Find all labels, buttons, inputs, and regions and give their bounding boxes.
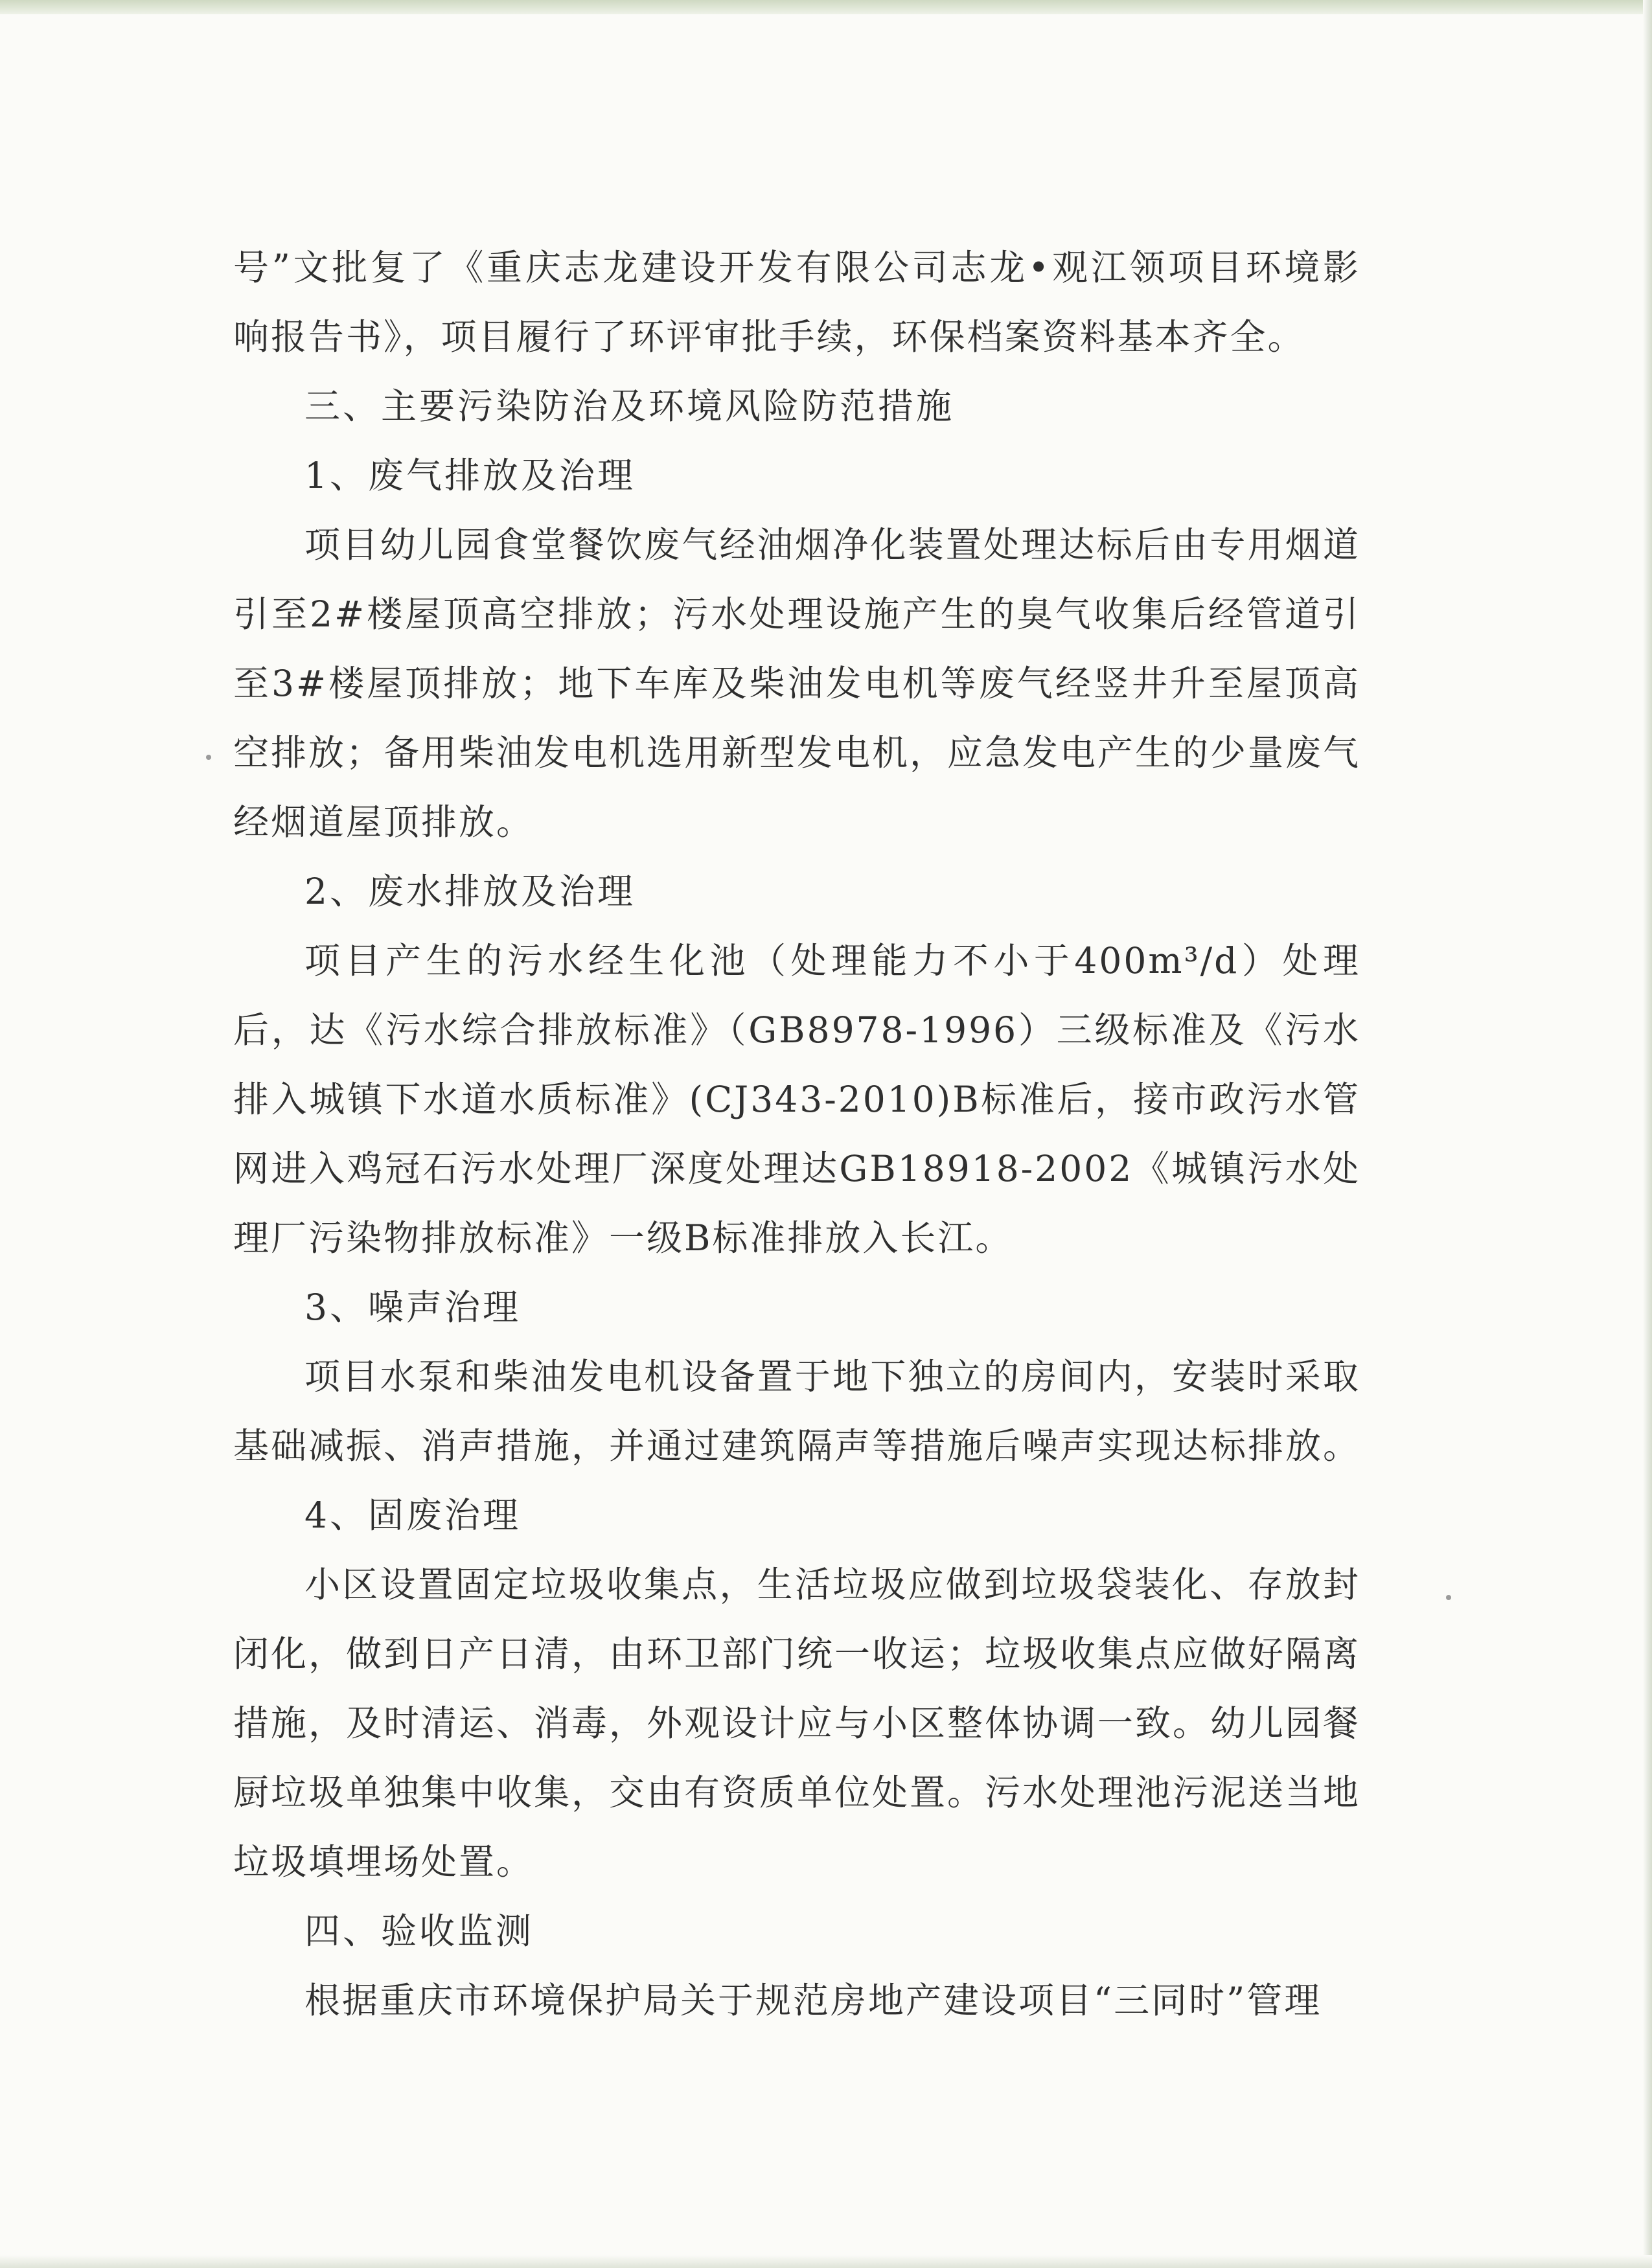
subheading-solid-waste: 4、固废治理 — [304, 1495, 521, 1536]
paragraph-waste-water: 项目产生的污水经生化池（处理能力不小于400m³/d）处理后，达《污水综合排放标准》（GB8978-1996）三级标准及《污水排入城镇下水道水质标准》(CJ343-2010)B标准后，接市政污水管网进入鸡冠石污水处理厂深度处理达GB18918-2002《城镇污水处理厂污染物排放标准》一级B标准排放入长江。 — [233, 940, 1360, 1259]
paragraph-approval: 号”文批复了《重庆志龙建设开发有限公司志龙•观江领项目环境影响报告书》，项目履行了环评审批手续，环保档案资料基本齐全。 — [233, 247, 1360, 358]
scan-speck — [1446, 1595, 1451, 1600]
section-heading-pollution-prevention: 三、主要污染防治及环境风险防范措施 — [304, 385, 955, 427]
document-body — [233, 233, 1360, 2035]
paragraph-solid-waste: 小区设置固定垃圾收集点，生活垃圾应做到垃圾袋装化、存放封闭化，做到日产日清，由环卫部门统一收运；垃圾收集点应做好隔离措施，及时清运、消毒，外观设计应与小区整体协调一致。幼儿园餐厨垃圾单独集中收集，交由有资质单位处置。污水处理池污泥送当地垃圾填埋场处置。 — [233, 1564, 1361, 1883]
paragraph-noise: 项目水泵和柴油发电机设备置于地下独立的房间内，安装时采取基础减振、消声措施，并通过建筑隔声等措施后噪声实现达标排放。 — [233, 1356, 1361, 1467]
paragraph-acceptance-monitoring: 根据重庆市环境保护局关于规范房地产建设项目“三同时”管理 — [304, 1980, 1322, 2021]
subheading-waste-gas: 1、废气排放及治理 — [304, 455, 636, 496]
section-heading-acceptance-monitoring: 四、验收监测 — [304, 1910, 534, 1952]
subheading-noise: 3、噪声治理 — [304, 1287, 521, 1328]
scan-bottom-edge — [0, 2255, 1652, 2268]
scan-top-edge — [0, 0, 1652, 14]
subheading-waste-water: 2、废水排放及治理 — [304, 871, 636, 912]
paragraph-waste-gas: 项目幼儿园食堂餐饮废气经油烟净化装置处理达标后由专用烟道引至2#楼屋顶高空排放；污水处理设施产生的臭气收集后经管道引至3#楼屋顶排放；地下车库及柴油发电机等废气经竖井升至屋顶高空排放；备用柴油发电机选用新型发电机，应急发电产生的少量废气经烟道屋顶排放。 — [233, 524, 1361, 843]
scan-speck — [206, 755, 211, 760]
scan-right-edge — [1643, 0, 1652, 2268]
